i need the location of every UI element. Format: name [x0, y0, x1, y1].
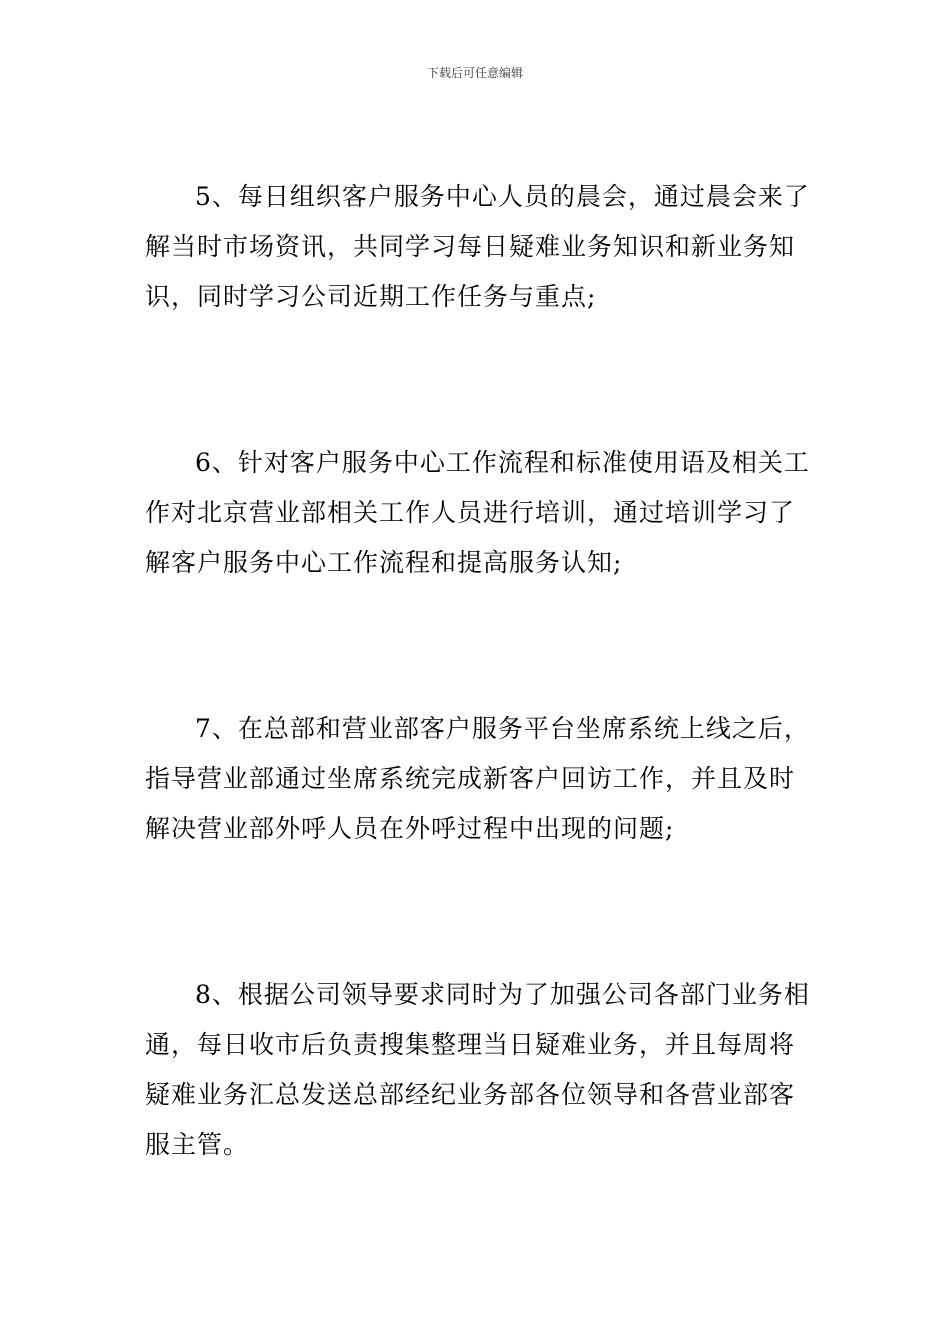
paragraph-5: 5、每日组织客户服务中心人员的晨会，通过晨会来了解当时市场资讯，共同学习每日疑难业务知识和新业务知识，同时学习公司近期工作任务与重点;: [145, 182, 810, 311]
paragraph-7: 7、在总部和营业部客户服务平台坐席系统上线之后，指导营业部通过坐席系统完成新客户回访工作，并且及时解决营业部外呼人员在外呼过程中出现的问题;: [145, 714, 810, 843]
paragraph-6: 6、针对客户服务中心工作流程和标准使用语及相关工作对北京营业部相关工作人员进行培训，通过培训学习了解客户服务中心工作流程和提高服务认知;: [145, 448, 810, 577]
document-body: [145, 172, 815, 1170]
page-header: 下载后可任意编辑: [426, 66, 523, 80]
paragraph-8: 8、根据公司领导要求同时为了加强公司各部门业务相通，每日收市后负责搜集整理当日疑难业务，并且每周将疑难业务汇总发送总部经纪业务部各位领导和各营业部客服主管。: [145, 980, 810, 1159]
